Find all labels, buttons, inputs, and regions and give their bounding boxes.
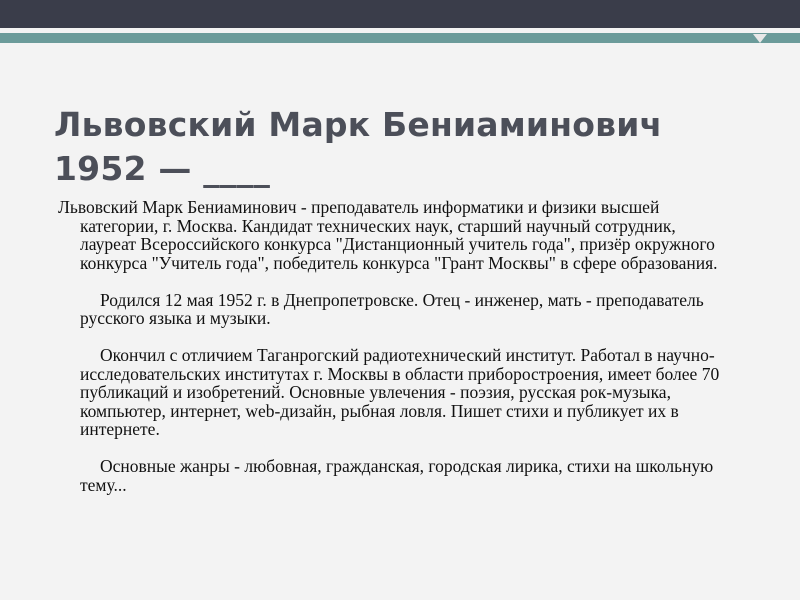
title-years: 1952 — ____ [54,149,271,188]
slide-title [54,103,774,191]
title-name: Львовский Марк Бениаминович [54,105,663,144]
paragraph-career: Окончил с отличием Таганрогский радиотехнический институт. Работал в научно-исследовательских институтах г. Москвы в области приборостроения, имеет более 70 публикаций и изобретений. Основные увлечения - поэзия, русская рок-музыка, компьютер, интернет, web-дизайн, рыбная ловля. Пишет стихи и публикует их в интернете. [80,345,720,439]
paragraph-intro: Львовский Марк Бениаминович - преподаватель информатики и физики высшей категории, г. Москва. Кандидат технических наук, старший научный сотрудник, лауреат Всероссийского конкурса "Дистанционный учитель года", призёр окружного конкурса "Учитель года", победитель конкурса "Грант Москвы" в сфере образования. [58,197,718,273]
paragraph-genres: Основные жанры - любовная, гражданская, городская лирика, стихи на школьную тему... [80,456,714,495]
top-accent-bar [0,33,800,43]
top-dark-bar [0,0,800,28]
paragraph-birth: Родился 12 мая 1952 г. в Днепропетровске. Отец - инженер, мать - преподаватель русского языка и музыки. [80,289,704,328]
slide-marker-icon [753,34,767,43]
slide-body [58,197,720,513]
